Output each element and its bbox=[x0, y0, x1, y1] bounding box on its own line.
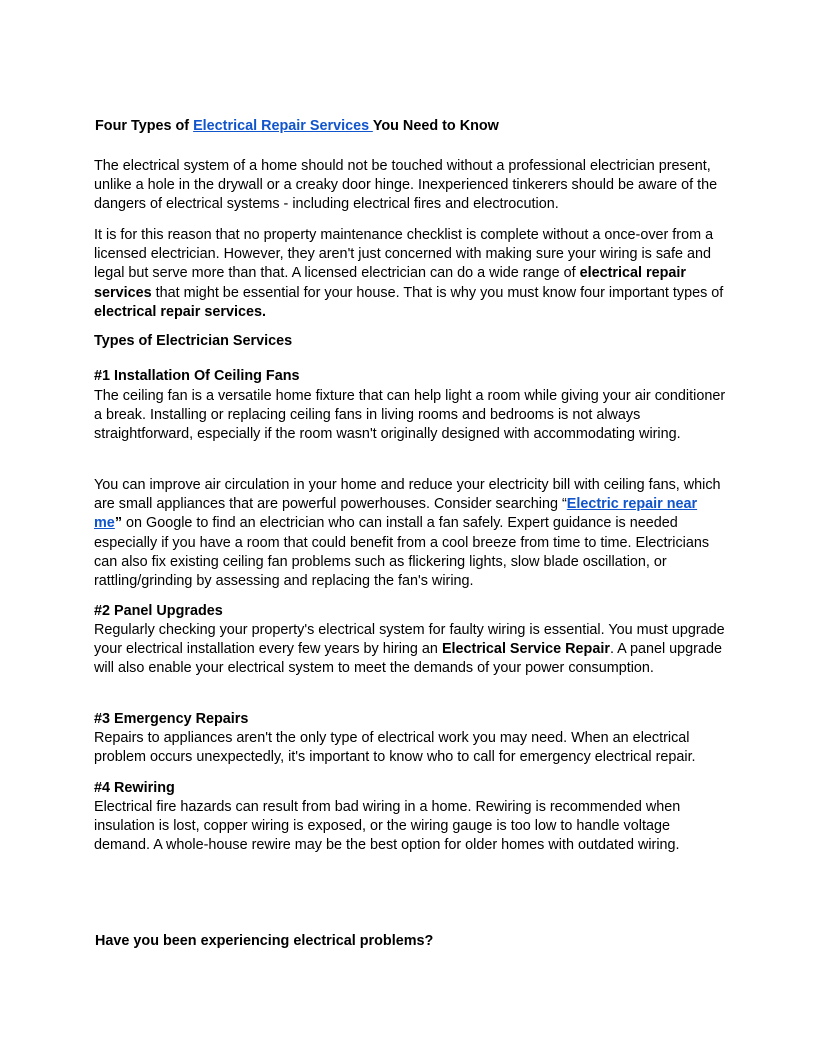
section-3-paragraph: Repairs to appliances aren't the only type of electrical work you may need. When an electrical problem occurs unexpectedly, it's important to know who to call for emergency electrical repair. bbox=[94, 730, 696, 766]
intro-paragraph-2 bbox=[94, 226, 726, 322]
section-1-heading: #1 Installation Of Ceiling Fans bbox=[94, 368, 300, 384]
section-2-text-2: . A panel upgrade will also enable your electrical system to meet the demands of your power consumption. bbox=[94, 641, 722, 677]
section-1-p2-text-2: on Google to find an electrician who can install a fan safely. Expert guidance is needed especially if you have a room that could benefit from a cool breeze from time to time. Electricians can also fix existing ceiling fan problems such as flickering lights, slow blade oscillation, or rattling/grinding by assessing and replacing the fan's wiring. bbox=[94, 515, 710, 590]
title-suffix: You Need to Know bbox=[372, 118, 499, 134]
intro-p2-bold-1: electrical repair services bbox=[94, 265, 686, 301]
section-3-heading: #3 Emergency Repairs bbox=[94, 711, 249, 727]
section-1-paragraph-1: The ceiling fan is a versatile home fixture that can help light a room while giving your air conditioner a break. Installing or replacing ceiling fans in living rooms and bedrooms is not always straightforward, especially if the room wasn't originally designed with accommodating wiring. bbox=[94, 388, 726, 443]
section-2-text-1: Regularly checking your property's electrical system for faulty wiring is essential. You must upgrade your electrical installation every few years by hiring an bbox=[94, 622, 725, 658]
section-2-bold: Electrical Service Repair bbox=[441, 641, 610, 658]
intro-p2-bold-2: electrical repair services. bbox=[94, 303, 267, 320]
section-1-p2-text-1: You can improve air circulation in your home and reduce your electricity bill with ceiling fans, which are small appliances that are powerful powerhouses. Consider searching “ bbox=[94, 477, 721, 513]
section-2-paragraph bbox=[94, 621, 726, 679]
closing-question: Have you been experiencing electrical problems? bbox=[95, 933, 434, 949]
title-prefix: Four Types of bbox=[95, 118, 194, 134]
types-heading: Types of Electrician Services bbox=[94, 333, 293, 349]
intro-p2-text-1: It is for this reason that no property maintenance checklist is complete without a once-over from a licensed electrician. However, they aren't just concerned with making sure your wiring is safe and legal but serve more than that. A licensed electrician can do a wide range of bbox=[94, 227, 714, 282]
intro-paragraph-1: The electrical system of a home should not be touched without a professional electrician present, unlike a hole in the drywall or a creaky door hinge. Inexperienced tinkerers should be aware of the dangers of electrical systems - including electrical fires and electrocution. bbox=[94, 158, 718, 213]
section-4-heading: #4 Rewiring bbox=[94, 780, 175, 796]
electrical-repair-services-link[interactable]: Electrical Repair Services bbox=[193, 118, 373, 134]
intro-p2-text-2: that might be essential for your house. That is why you must know four important types of bbox=[151, 284, 724, 301]
section-2-heading: #2 Panel Upgrades bbox=[94, 603, 223, 619]
document-title bbox=[95, 117, 499, 136]
electric-repair-near-me-link[interactable]: Electric repair near me bbox=[94, 496, 698, 532]
section-1-p2-close-quote: ” bbox=[114, 515, 123, 532]
section-1-paragraph-2 bbox=[94, 476, 726, 591]
section-4-paragraph: Electrical fire hazards can result from bad wiring in a home. Rewiring is recommended when insulation is lost, copper wiring is exposed, or the wiring gauge is too low to handle voltage demand. A whole-house rewire may be the best option for older homes with outdated wiring. bbox=[94, 799, 681, 854]
